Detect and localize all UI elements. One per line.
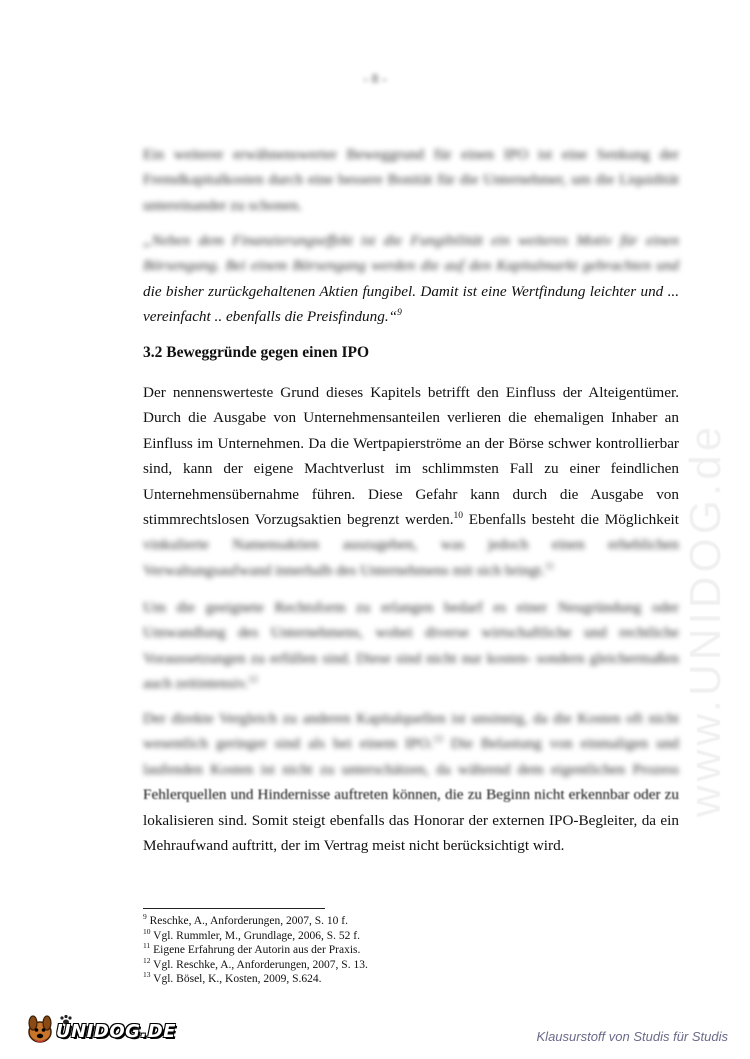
footnote-item xyxy=(143,926,368,944)
paragraph-4-partial: Fehlerquellen und Hindernisse auftreten können, die zu Beginn nicht erkennbar oder zu xyxy=(143,786,679,804)
footnote-ref-10: 10 xyxy=(453,510,464,521)
footnote-text: Vgl. Reschke, A., Anforderungen, 2007, S. 13. xyxy=(153,958,368,971)
paragraph-4 xyxy=(143,706,679,858)
footnote-item xyxy=(143,943,368,958)
paragraph-4-blurred-a: Der direkte Vergleich zu anderen Kapitalquellen ist unsinnig, da die Kosten oft nicht wesentlich geringer sind als bei einem IPO. xyxy=(143,710,679,753)
paragraph-3-text: Um die geeignete Rechtsform zu erlangen bedarf es einer Neugründung oder Umwandlung des Unternehmens, wobei diverse wirtschaftliche und rechtliche Voraussetzungen zu erfüllen sind. Diese sind nicht nur kosten- sondern gleichermaßen auch zeitintensiv. xyxy=(143,599,679,693)
footnote-text: Vgl. Bösel, K., Kosten, 2009, S.624. xyxy=(153,973,322,985)
paragraph-2-tail: Ebenfalls besteht die Möglichkeit xyxy=(468,511,679,529)
paragraph-4-blurred-b: Die Belastung von einmaligen und laufenden Kosten ist nicht zu unterschätzen, da während dem eigentlichen Prozess xyxy=(143,735,680,778)
paragraph-2-text: Der nennenswerteste Grund dieses Kapitels betrifft den Einfluss der Alteigentümer. Durch die Ausgabe von Unternehmensanteilen verlieren die ehemaligen Inhaber an Einfluss im Unternehmen. Da die Wertpapierströme an der Börse schwer kontrollierbar sind, kann der eigene Machtverlust im schlimmsten Fall zu einer feindlichen Unternehmensübernahme führen. Diese Gefahr kann durch die Ausgabe von stimmrechtslosen Vorzugsaktien begrenzt werden. xyxy=(143,384,679,529)
paragraph-1-text: Ein weiterer erwähnenswerter Beweggrund für einen IPO ist eine Senkung der Fremdkapitalkosten durch eine bessere Bonität für die Unternehmer, um die Liquidität untereinander zu schonen. xyxy=(143,146,679,214)
paragraph-1 xyxy=(143,142,679,218)
footnote-ref-13: 13 xyxy=(433,735,443,746)
footnote-number: 9 xyxy=(143,912,147,922)
footnote-divider xyxy=(143,908,325,909)
footnote-item xyxy=(143,914,368,929)
footnote-number: 11 xyxy=(143,941,151,951)
footnote-item xyxy=(143,955,368,973)
footer-tagline: Klausurstoff von Studis für Studis xyxy=(536,1029,728,1044)
paragraph-2 xyxy=(143,380,679,583)
footnote-ref-9: 9 xyxy=(397,308,402,319)
dog-icon xyxy=(29,1016,51,1042)
page-number: - 8 - xyxy=(363,72,387,87)
paragraph-3 xyxy=(143,595,679,697)
footnote-ref-11: 11 xyxy=(544,561,555,572)
watermark-text: www.UNIDOG.de xyxy=(681,422,730,818)
logo-text: UNIDOG.DE xyxy=(56,1021,176,1042)
section-heading: 3.2 Beweggründe gegen einen IPO xyxy=(143,344,370,361)
footnote-list xyxy=(143,914,368,987)
footnote-number: 10 xyxy=(143,926,151,936)
quote-text: die bisher zurückgehaltenen Aktien fungibel. Damit ist eine Wertfindung leichter und ... vereinfacht .. ebenfalls die Preisfindung.“ xyxy=(143,282,679,326)
footnote-text: Vgl. Rummler, M., Grundlage, 2006, S. 52 f. xyxy=(153,929,361,942)
paragraph-2-blurred: vinkulierte Namensaktien auszugeben, was jedoch einen erheblichen Verwaltungsaufwand innerhalb des Unternehmens mit sich bringt. xyxy=(143,536,679,579)
footnote-item xyxy=(143,972,368,987)
footnote-text: Eigene Erfahrung der Autorin aus der Praxis. xyxy=(153,944,361,956)
quote-blurred-text: „Neben dem Finanzierungseffekt ist die Fungibilität ein weiteres Motiv für einen Börsengang. Bei einem Börsengang werden die auf den Kapitalmarkt gebrachten und xyxy=(143,232,679,275)
footnote-number: 12 xyxy=(143,955,151,965)
footnote-text: Reschke, A., Anforderungen, 2007, S. 10 f. xyxy=(149,915,348,927)
footnote-ref-12: 12 xyxy=(248,675,258,686)
footnote-number: 13 xyxy=(143,970,151,980)
quote-paragraph xyxy=(143,228,679,330)
paragraph-4-text: lokalisieren sind. Somit steigt ebenfalls das Honorar der externen IPO-Begleiter, da ein Mehraufwand auftritt, der im Vertrag meist nicht berücksichtigt wird. xyxy=(143,811,679,855)
